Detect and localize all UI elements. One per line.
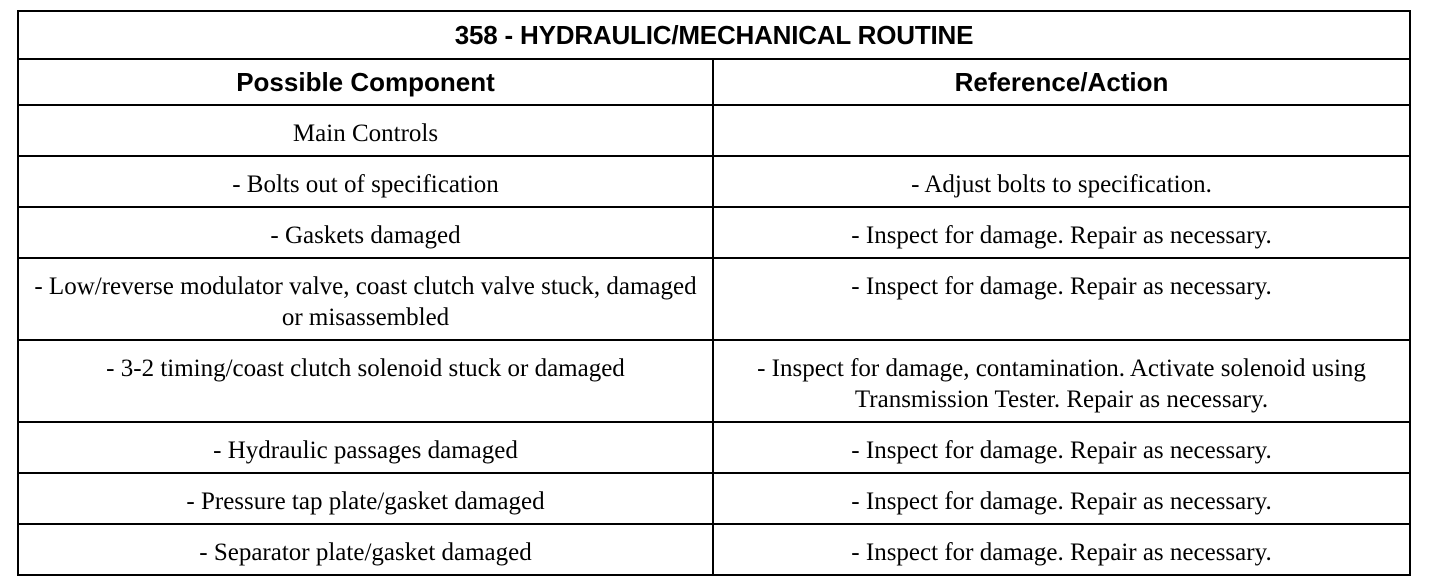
action-cell: - Adjust bolts to specification. — [713, 156, 1410, 207]
table-row — [18, 258, 1410, 340]
component-cell: - Pressure tap plate/gasket damaged — [18, 473, 713, 524]
table-row — [18, 524, 1410, 575]
diagnostic-routine-table — [17, 10, 1411, 576]
component-cell: - Gaskets damaged — [18, 207, 713, 258]
table-row — [18, 105, 1410, 156]
component-cell: - Separator plate/gasket damaged — [18, 524, 713, 575]
action-cell — [713, 105, 1410, 156]
table-row — [18, 422, 1410, 473]
action-cell: - Inspect for damage. Repair as necessary. — [713, 258, 1410, 340]
action-cell: - Inspect for damage. Repair as necessary. — [713, 473, 1410, 524]
table-row — [18, 473, 1410, 524]
action-cell: - Inspect for damage. Repair as necessary. — [713, 524, 1410, 575]
component-cell: - Bolts out of specification — [18, 156, 713, 207]
table-row — [18, 207, 1410, 258]
component-cell: Main Controls — [18, 105, 713, 156]
action-cell: - Inspect for damage, contamination. Activate solenoid using Transmission Tester. Repair as necessary. — [713, 340, 1410, 422]
table-title-row — [18, 11, 1410, 59]
column-header-action: Reference/Action — [713, 59, 1410, 105]
action-cell: - Inspect for damage. Repair as necessary. — [713, 207, 1410, 258]
column-header-component: Possible Component — [18, 59, 713, 105]
action-cell: - Inspect for damage. Repair as necessary. — [713, 422, 1410, 473]
table-row — [18, 156, 1410, 207]
component-cell: - Low/reverse modulator valve, coast clutch valve stuck, damaged or misassembled — [18, 258, 713, 340]
table-title: 358 - HYDRAULIC/MECHANICAL ROUTINE — [18, 11, 1410, 59]
column-header-row — [18, 59, 1410, 105]
component-cell: - Hydraulic passages damaged — [18, 422, 713, 473]
table-row — [18, 340, 1410, 422]
component-cell: - 3-2 timing/coast clutch solenoid stuck or damaged — [18, 340, 713, 422]
